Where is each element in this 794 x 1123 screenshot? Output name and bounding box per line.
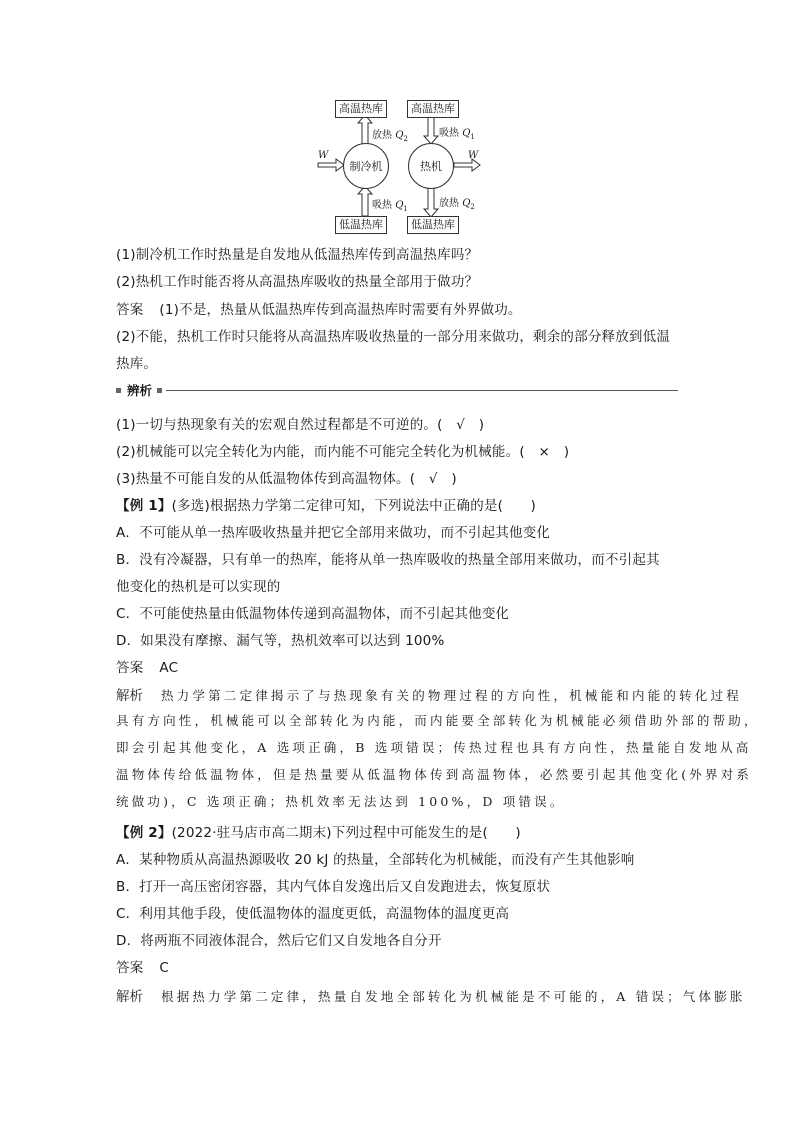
- heat-engine-circle: 热机: [408, 143, 454, 189]
- example-1-analysis-2: 具有方向性，机械能可以全部转化为内能，而内能要全部转化为机械能必须借助外部的帮助，: [116, 713, 760, 728]
- example-2-tag: 【例 2】: [116, 825, 172, 841]
- release-heat-label-refrigerator: 放热 $Q_2$: [372, 130, 408, 143]
- cold-reservoir-box-refrigerator: 低温热库: [335, 216, 387, 234]
- square-bullet-icon: [116, 388, 121, 393]
- section-divider: [166, 390, 678, 391]
- refrigerator-circle: 制冷机: [343, 143, 389, 189]
- example-2-option-d: D．将两瓶不同液体混合，然后它们又自发地各自分开: [116, 933, 442, 949]
- judgment-3: (3)热量不可能自发的从低温物体传到高温物体。( √ ): [116, 471, 457, 487]
- section-header-discrimination: [116, 381, 678, 399]
- answer-tag: 答案: [116, 660, 144, 676]
- release-heat-label-engine: 放热 $Q_2$: [439, 198, 475, 211]
- example-2-option-c: C．利用其他手段，使低温物体的温度更低，高温物体的温度更高: [116, 906, 510, 922]
- answer-line-1: [116, 298, 522, 318]
- cold-reservoir-box-engine: 低温热库: [407, 216, 459, 234]
- example-1-option-c: C．不可能使热量由低温物体传递到高温物体，而不引起其他变化: [116, 606, 510, 622]
- example-1-option-d: D．如果没有摩擦、漏气等，热机效率可以达到 100%: [116, 633, 445, 649]
- example-1-question: (多选)根据热力学第二定律可知，下列说法中正确的是( ): [171, 498, 536, 514]
- example-2-analysis-1: 解析 根据热力学第二定律，热量自发地全部转化为机械能是不可能的，A 错误；气体膨胀: [116, 989, 746, 1005]
- section-title: 辨析: [127, 383, 153, 398]
- work-label-refrigerator: W: [318, 150, 329, 161]
- example-2-answer: [116, 956, 169, 976]
- example-1-analysis-1: 解析 热力学第二定律揭示了与热现象有关的物理过程的方向性，机械能和内能的转化过程: [116, 688, 742, 704]
- analysis-tag: 解析: [116, 688, 143, 704]
- answer-line-2: (2)不能，热机工作时只能将从高温热库吸收热量的一部分用来做功，剩余的部分释放到低温: [116, 329, 671, 345]
- answer-tag: 答案: [116, 960, 144, 976]
- answer-value: C: [159, 960, 170, 976]
- absorb-heat-label-engine: 吸热 $Q_1$: [439, 128, 475, 141]
- judgment-2: (2)机械能可以完全转化为内能，而内能不可能完全转化为机械能。( × ): [116, 444, 570, 460]
- work-label-engine: W: [468, 150, 479, 161]
- question-1: (1)制冷机工作时热量是自发地从低温热库传到高温热库吗？: [116, 247, 479, 263]
- example-2-option-b: B．打开一高压密闭容器，其内气体自发逸出后又自发跑进去，恢复原状: [116, 879, 551, 895]
- example-1-analysis-4: 温物体传给低温物体，但是热量要从低温物体传到高温物体，必然要引起其他变化(外界对系: [116, 767, 753, 782]
- example-1-analysis-5: 统做功)，C 选项正确；热机效率无法达到 100%，D 项错误。: [116, 794, 566, 809]
- example-1-option-b-cont: 他变化的热机是可以实现的: [116, 579, 281, 595]
- hot-reservoir-box-refrigerator: 高温热库: [335, 100, 387, 118]
- example-1-analysis-3: 即会引起其他变化，A 选项正确，B 选项错误；传热过程也具有方向性，热量能自发地从高: [116, 740, 752, 755]
- answer-tag: 答案: [116, 302, 144, 318]
- example-1-option-a: A．不可能从单一热库吸收热量并把它全部用来做功，而不引起其他变化: [116, 525, 551, 541]
- judgment-1: (1)一切与热现象有关的宏观自然过程都是不可逆的。( √ ): [116, 417, 485, 433]
- example-2-stem: [116, 821, 521, 841]
- hot-reservoir-box-engine: 高温热库: [407, 100, 459, 118]
- analysis-tag: 解析: [116, 989, 143, 1005]
- example-2-question: (2022·驻马店市高二期末)下列过程中可能发生的是( ): [171, 825, 521, 841]
- example-1-tag: 【例 1】: [116, 498, 172, 514]
- answer-value: AC: [159, 660, 179, 676]
- example-1-answer: [116, 656, 178, 676]
- example-1-option-b: B．没有冷凝器，只有单一的热库，能将从单一热库吸收的热量全部用来做功，而不引起其: [116, 552, 660, 568]
- question-2: (2)热机工作时能否将从高温热库吸收的热量全部用于做功？: [116, 274, 479, 290]
- refrigerator-heat-engine-diagram: [308, 98, 498, 238]
- example-2-option-a: A．某种物质从高温热源吸收 20 kJ 的热量，全部转化为机械能，而没有产生其他影响: [116, 852, 635, 868]
- example-1-stem: [116, 494, 536, 514]
- square-bullet-icon: [157, 388, 162, 393]
- answer-text-1: (1)不是，热量从低温热库传到高温热库时需要有外界做功。: [159, 302, 522, 318]
- absorb-heat-label-refrigerator: 吸热 $Q_1$: [372, 200, 408, 213]
- answer-line-3: 热库。: [116, 356, 158, 372]
